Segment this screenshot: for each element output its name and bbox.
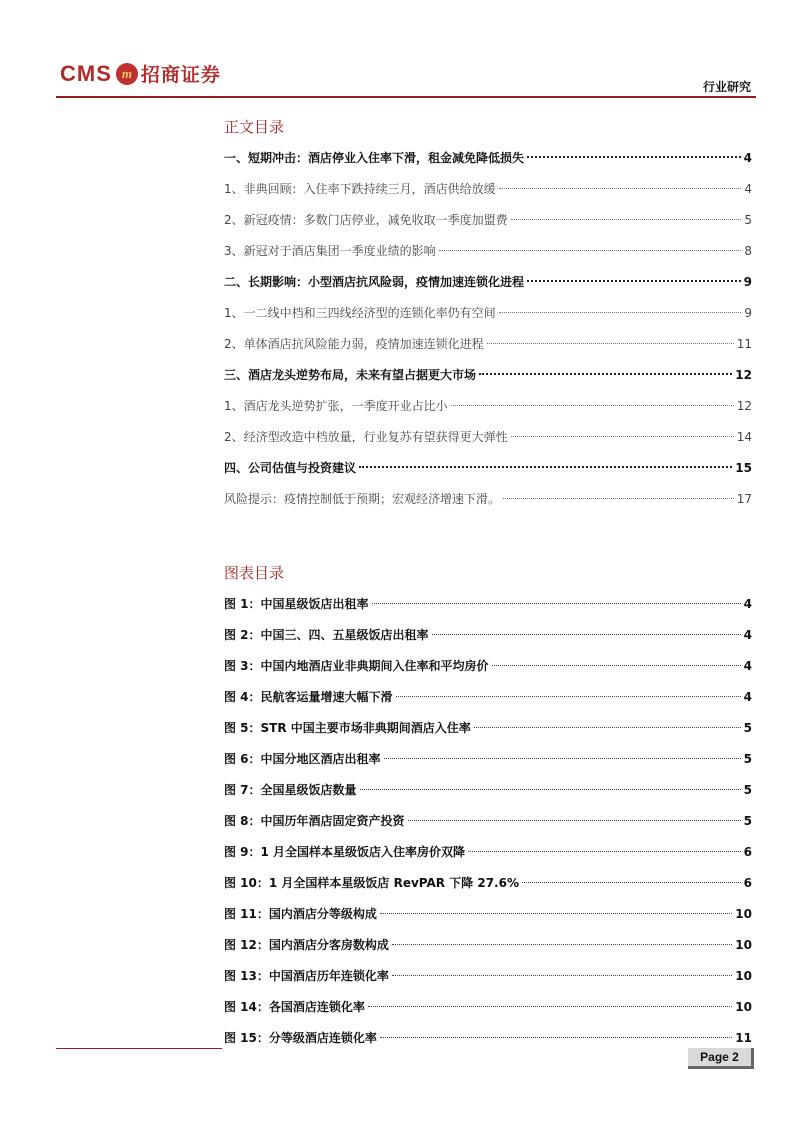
figure-list-entry-title: 图 5：STR 中国主要市场非典期间酒店入住率	[224, 721, 471, 735]
figure-list-entry-page: 6	[743, 876, 752, 890]
dot-leader	[380, 913, 732, 914]
dot-leader	[368, 1006, 732, 1007]
toc-entry-page: 4	[743, 151, 752, 165]
toc-entry-title: 一、短期冲击：酒店停业入住率下滑，租金减免降低损失	[224, 151, 525, 165]
dot-leader	[408, 820, 741, 821]
toc-entry-title: 3、新冠对于酒店集团一季度业绩的影响	[224, 244, 436, 258]
dot-leader	[384, 758, 741, 759]
figure-list-entry[interactable]	[224, 961, 752, 992]
dot-leader	[468, 851, 741, 852]
contents-title: 正文目录	[224, 118, 285, 136]
figure-list-entry-page: 10	[735, 938, 752, 952]
toc-entry-title: 2、经济型改造中档放量，行业复苏有望获得更大弹性	[224, 430, 508, 444]
toc-entry-page: 9	[744, 306, 752, 320]
toc-entry-title: 2、新冠疫情：多数门店停业，减免收取一季度加盟费	[224, 213, 508, 227]
toc-entry[interactable]	[224, 484, 752, 515]
figure-list-entry-title: 图 7：全国星级饭店数量	[224, 783, 357, 797]
figures-list	[224, 589, 752, 1054]
figure-list-entry-title: 图 8：中国历年酒店固定资产投资	[224, 814, 405, 828]
dot-leader	[380, 1037, 732, 1038]
toc-entry-page: 15	[735, 461, 752, 475]
figure-list-entry[interactable]	[224, 930, 752, 961]
toc-entry-page: 12	[736, 399, 752, 413]
figure-list-entry[interactable]	[224, 589, 752, 620]
dot-leader	[487, 343, 734, 344]
dot-leader	[474, 727, 741, 728]
dot-leader	[492, 665, 741, 666]
contents-list	[224, 143, 752, 515]
figure-list-entry-title: 图 13：中国酒店历年连锁化率	[224, 969, 389, 983]
company-logo	[60, 60, 221, 87]
figure-list-entry-title: 图 14：各国酒店连锁化率	[224, 1000, 365, 1014]
figure-list-entry-title: 图 6：中国分地区酒店出租率	[224, 752, 381, 766]
figure-list-entry-page: 10	[735, 969, 752, 983]
dot-leader	[396, 696, 741, 697]
toc-entry-title: 1、酒店龙头逆势扩张，一季度开业占比小	[224, 399, 448, 413]
figure-list-entry-title: 图 9：1 月全国样本星级饭店入住率房价双降	[224, 845, 466, 859]
figure-list-entry[interactable]	[224, 868, 752, 899]
figure-list-entry[interactable]	[224, 682, 752, 713]
figure-list-entry-page: 4	[743, 628, 752, 642]
figure-list-entry[interactable]	[224, 1023, 752, 1054]
toc-entry-title: 1、非典回顾：入住率下跌持续三月，酒店供给放缓	[224, 182, 496, 196]
figure-list-entry[interactable]	[224, 651, 752, 682]
toc-entry-title: 三、酒店龙头逆势布局，未来有望占据更大市场	[224, 368, 477, 382]
header-divider	[56, 96, 756, 98]
figure-list-entry[interactable]	[224, 744, 752, 775]
toc-entry[interactable]	[224, 329, 752, 360]
figure-list-entry-page: 4	[743, 659, 752, 673]
toc-entry-title: 二、长期影响：小型酒店抗风险弱，疫情加速连锁化进程	[224, 275, 525, 289]
figure-list-entry-title: 图 12：国内酒店分客房数构成	[224, 938, 389, 952]
dot-leader	[522, 882, 741, 883]
toc-entry[interactable]	[224, 205, 752, 236]
logo-chinese-name: 招商证券	[140, 64, 221, 86]
toc-entry-page: 8	[744, 244, 752, 258]
report-category: 行业研究	[702, 80, 751, 94]
page-number: Page 2	[688, 1048, 754, 1069]
figure-list-entry-title: 图 15：分等级酒店连锁化率	[224, 1031, 377, 1045]
toc-entry-page: 17	[736, 492, 752, 506]
toc-entry[interactable]	[224, 453, 752, 484]
figure-list-entry[interactable]	[224, 992, 752, 1023]
dot-leader	[392, 975, 732, 976]
dot-leader	[392, 944, 732, 945]
figure-list-entry-page: 4	[743, 690, 752, 704]
logo-latin: CMS	[60, 60, 112, 86]
dot-leader	[499, 312, 742, 313]
toc-entry[interactable]	[224, 391, 752, 422]
figure-list-entry-page: 11	[735, 1031, 752, 1045]
figure-list-entry[interactable]	[224, 775, 752, 806]
figure-list-entry-page: 10	[735, 907, 752, 921]
figure-list-entry-title: 图 10：1 月全国样本星级饭店 RevPAR 下降 27.6%	[224, 876, 519, 890]
figure-list-entry-title: 图 2：中国三、四、五星级饭店出租率	[224, 628, 429, 642]
figure-list-entry[interactable]	[224, 899, 752, 930]
figure-list-entry-page: 5	[743, 783, 752, 797]
footer-divider	[56, 1048, 222, 1049]
toc-entry[interactable]	[224, 422, 752, 453]
toc-entry-page: 14	[736, 430, 752, 444]
dot-leader	[527, 156, 741, 158]
toc-entry-page: 4	[744, 182, 752, 196]
figures-title: 图表目录	[224, 564, 285, 582]
logo-mark-icon: m	[116, 63, 138, 85]
toc-entry-title: 1、一二线中档和三四线经济型的连锁化率仍有空间	[224, 306, 496, 320]
figure-list-entry-page: 4	[743, 597, 752, 611]
toc-entry[interactable]	[224, 174, 752, 205]
figure-list-entry[interactable]	[224, 620, 752, 651]
dot-leader	[527, 280, 741, 282]
toc-entry-page: 9	[743, 275, 752, 289]
figure-list-entry-title: 图 1：中国星级饭店出租率	[224, 597, 369, 611]
figure-list-entry-title: 图 11：国内酒店分等级构成	[224, 907, 377, 921]
dot-leader	[451, 405, 734, 406]
toc-entry[interactable]	[224, 360, 752, 391]
toc-entry-page: 11	[736, 337, 752, 351]
toc-entry[interactable]	[224, 267, 752, 298]
figure-list-entry-page: 5	[743, 752, 752, 766]
toc-entry-page: 5	[744, 213, 752, 227]
toc-entry-title: 四、公司估值与投资建议	[224, 461, 357, 475]
figure-list-entry-page: 6	[743, 845, 752, 859]
figure-list-entry[interactable]	[224, 837, 752, 868]
dot-leader	[499, 188, 742, 189]
figure-list-entry[interactable]	[224, 806, 752, 837]
figure-list-entry[interactable]	[224, 713, 752, 744]
dot-leader	[372, 603, 741, 604]
page-header	[0, 0, 793, 100]
toc-entry[interactable]	[224, 298, 752, 329]
toc-entry-title: 2、单体酒店抗风险能力弱，疫情加速连锁化进程	[224, 337, 484, 351]
toc-entry-title: 风险提示：疫情控制低于预期；宏观经济增速下滑。	[224, 492, 501, 506]
dot-leader	[503, 498, 734, 499]
toc-entry[interactable]	[224, 143, 752, 174]
figure-list-entry-title: 图 3：中国内地酒店业非典期间入住率和平均房价	[224, 659, 489, 673]
dot-leader	[439, 250, 742, 251]
dot-leader	[359, 466, 732, 468]
figure-list-entry-page: 10	[735, 1000, 752, 1014]
figure-list-entry-page: 5	[743, 814, 752, 828]
dot-leader	[432, 634, 741, 635]
figure-list-entry-page: 5	[743, 721, 752, 735]
toc-entry[interactable]	[224, 236, 752, 267]
figure-list-entry-title: 图 4：民航客运量增速大幅下滑	[224, 690, 393, 704]
dot-leader	[511, 436, 734, 437]
dot-leader	[511, 219, 742, 220]
dot-leader	[360, 789, 741, 790]
toc-entry-page: 12	[735, 368, 752, 382]
dot-leader	[479, 373, 732, 375]
